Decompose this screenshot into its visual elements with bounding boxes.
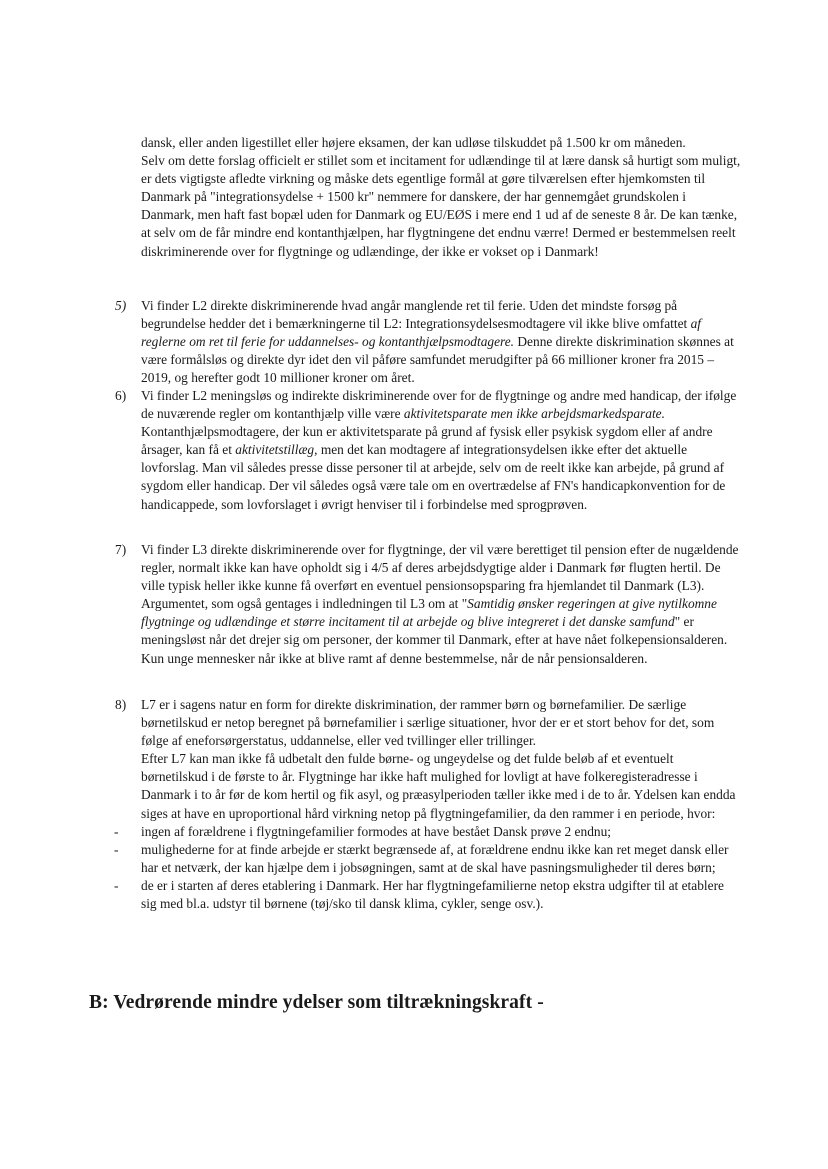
bullet-text: ingen af forældrene i flygtningefamilier formodes at have bestået Dansk prøve 2 endnu; bbox=[141, 823, 612, 839]
list-item-7 bbox=[0, 541, 828, 668]
item-number: 5) bbox=[115, 298, 127, 313]
intro-text-2: Selv om dette forslag officielt er stillet som et incitament for udlændinge til at lære dansk så hurtigt som muligt, er dets vigtigste afledte virkning og måske dets egentlige formål at gøre tilværelsen efter hjemkomsten til Danmark på "integrationsydelse + 1500 kr" nemmere for danskere, der har gennemgået grundskolen i Danmark, men haft fast bopæl uden for Danmark og EU/EØS i mere end 1 ud af de seneste 8 år. De kan tænke, at selv om de får mindre end kontanthjælpen, har flygtningene det endnu værre! Dermed er bestemmelsen reelt diskriminerende over for flygtninge og udlændinge, der ikke er vokset op i Danmark! bbox=[141, 153, 741, 259]
bullet-dash: - bbox=[114, 823, 119, 839]
item6-emphasis-2: aktivitetstillæg, bbox=[235, 442, 318, 458]
list-item-5 bbox=[0, 297, 828, 387]
bullet-text: de er i starten af deres etablering i Danmark. Her har flygtningefamilierne netop ekstra udgifter til at etablere sig med bl.a. udstyr til børnene (tøj/sko til dansk klima, cykler, senge osv.). bbox=[141, 877, 724, 912]
item6-text-b: Kontanthjælpsmodtagere, der kun er aktivitetsparate på grund af fysisk eller psykisk sygdom eller af andre årsager, kan få et bbox=[141, 424, 713, 458]
item6-text-a: Vi finder L2 meningsløs og indirekte diskriminerende over for de flygtninge og andre med handicap, der ifølge de nuværende regler om kontanthjælp ville være bbox=[141, 388, 737, 422]
intro-paragraph bbox=[141, 134, 741, 261]
item-number: 6) bbox=[115, 388, 127, 403]
list-item-8 bbox=[0, 696, 828, 913]
bullet-item bbox=[114, 823, 741, 841]
item-number: 7) bbox=[115, 542, 127, 557]
list-item-6 bbox=[0, 387, 828, 514]
bullet-dash: - bbox=[114, 841, 119, 857]
item8-text-a: L7 er i sagens natur en form for direkte diskrimination, der rammer børn og børnefamilier. De særlige børnetilskud er netop beregnet på børnefamilier i særlige situationer, hvor der er et stort behov for det, som følge af eneforsørgerstatus, uddannelse, eller ved tvillinger eller trillinger. bbox=[141, 697, 715, 749]
item5-emphasis: af reglerne om ret til ferie for uddannelses- og kontanthjælpsmodtagere. bbox=[141, 316, 702, 350]
bullet-item bbox=[114, 877, 741, 913]
item-text bbox=[141, 387, 741, 514]
item6-text-c: men det kan modtagere af integrationsydelsen ikke efter det aktuelle lovforslag. Man vil således presse disse personer til at arbejde, selv om de reelt ikke kan arbejde, på grund af sygdom eller handicap. Der vil således også være tale om en overtrædelse af FN's handicapkonvention for de handicappede, som lovforslaget i øvrigt henviser til i forbindelse med sprogprøven. bbox=[141, 442, 726, 512]
intro-text-1: dansk, eller anden ligestillet eller højere eksamen, der kan udløse tilskuddet på 1.500 kr om måneden. bbox=[141, 135, 686, 150]
bullet-dash: - bbox=[114, 877, 119, 893]
intro-section bbox=[0, 134, 828, 261]
item7-text-b: " er meningsløst når det drejer sig om personer, der kommer til Danmark, efter at have nået folkepensionsalderen. Kun unge mennesker når ikke at blive ramt af denne bestemmelse, når de når pensionsalderen. bbox=[141, 614, 728, 666]
item-text bbox=[141, 541, 741, 668]
item5-text-b: Denne direkte diskrimination skønnes at være formålsløs og direkte dyr idet den vil påføre samfundet merudgifter på 66 millioner kroner fra 2015 – 2019, og herefter godt 10 millioner kroner om året. bbox=[141, 334, 734, 386]
item8-text-b: Efter L7 kan man ikke få udbetalt den fulde børne- og ungeydelse og det fulde beløb af et eventuelt børnetilskud i de første to år. Flygtninge har ikke haft mulighed for lovligt at have folkeregisteradresse i Danmark i to år før de kom hertil og fik asyl, og præasylperioden tæller ikke med i de to år. Ydelsen kan endda siges at have en uproportional hård virkning netop på flygtningefamilier, da den rammer i en periode, hvor: bbox=[141, 751, 736, 821]
item7-text-a: Vi finder L3 direkte diskriminerende over for flygtninge, der vil være berettiget til pension efter de nugældende regler, normalt ikke kan have opholdt sig i 4/5 af deres arbejdsdygtige alder i Danmark før flugten hertil. De ville typisk heller ikke kunne få overført en eventuel pensionsopsparing fra hjemlandet til Danmark (L3). Argumentet, som også gentages i indledningen til L3 om at " bbox=[141, 542, 739, 612]
item5-text-a: Vi finder L2 direkte diskriminerende hvad angår manglende ret til ferie. Uden det mindste forsøg på begrundelse hedder det i bemærkningerne til L2: Integrationsydelsesmodtagere vil ikke blive omfattet bbox=[141, 298, 691, 332]
item7-emphasis: Samtidig ønsker regeringen at give nytilkomne flygtninge og udlændinge et større incitament til at arbejde og blive integreret i det danske samfund bbox=[141, 596, 717, 630]
section-heading: B: Vedrørende mindre ydelser som tiltrækningskraft - bbox=[89, 992, 544, 1013]
item-number: 8) bbox=[115, 697, 127, 712]
item-text bbox=[141, 297, 741, 387]
item6-emphasis-1: aktivitetsparate men ikke arbejdsmarkedsparate. bbox=[403, 406, 665, 422]
bullet-item bbox=[114, 841, 741, 877]
bullet-text: mulighederne for at finde arbejde er stærkt begrænsede af, at forældrene endnu ikke kan ret meget dansk eller har et netværk, der kan hjælpe dem i jobsøgningen, samt at de skal have pasningsmuligheder til deres børn; bbox=[141, 841, 729, 875]
